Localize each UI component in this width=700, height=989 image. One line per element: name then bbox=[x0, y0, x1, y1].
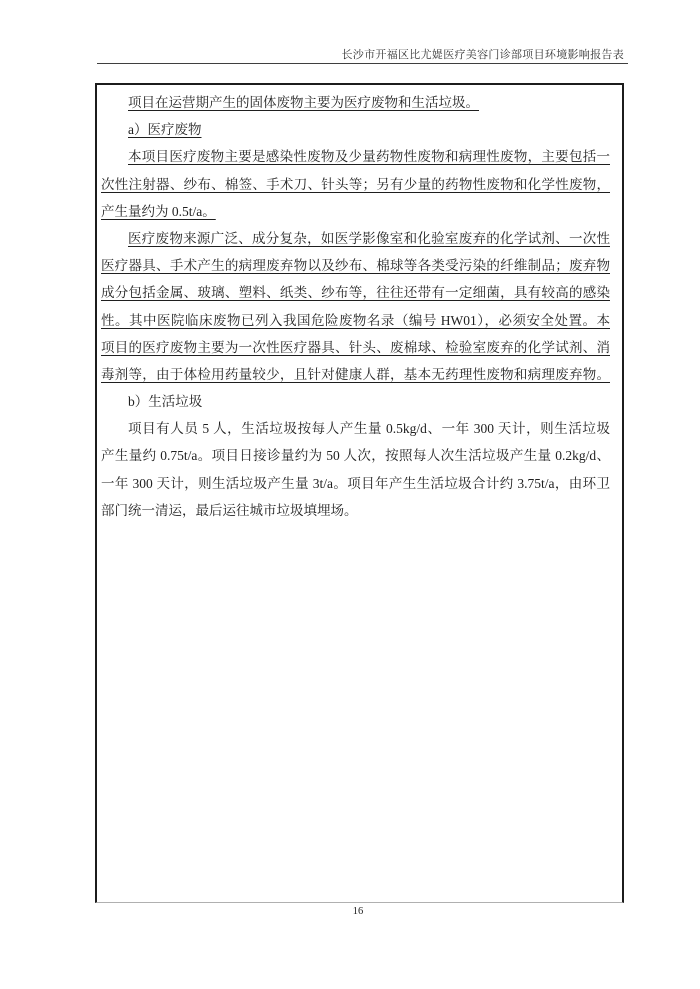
text-line bbox=[101, 89, 610, 116]
text-line-content: 次性注射器、纱布、棉签、手术刀、针头等；另有少量的药物性废物和化学性废物， bbox=[101, 176, 610, 192]
text-line-content: 性。其中医院临床废物已列入我国危险废物名录（编号 HW01），必须安全处置。本 bbox=[101, 312, 610, 328]
text-line bbox=[101, 388, 610, 415]
text-line bbox=[101, 252, 610, 279]
text-line-content: 部门统一清运，最后运往城市垃圾填埋场。 bbox=[101, 502, 358, 518]
text-line bbox=[101, 143, 610, 170]
header-rule bbox=[97, 63, 628, 64]
text-line-content: b）生活垃圾 bbox=[128, 394, 203, 410]
text-line-content: 项目的医疗废物主要为一次性医疗器具、针头、废棉球、检验室废弃的化学试剂、消 bbox=[101, 339, 610, 355]
text-line bbox=[101, 415, 610, 442]
text-line-content: 产生量约 0.75t/a。项目日接诊量约为 50 人次，按照每人次生活垃圾产生量 0.2kg/d、 bbox=[101, 448, 610, 464]
text-line-content: a）医疗废物 bbox=[128, 122, 202, 138]
text-line bbox=[101, 470, 610, 497]
text-line-content: 项目在运营期产生的固体废物主要为医疗废物和生活垃圾。 bbox=[128, 95, 479, 110]
text-line bbox=[101, 198, 610, 225]
text-line-content: 产生量约为 0.5t/a。 bbox=[101, 203, 216, 219]
text-line bbox=[101, 279, 610, 306]
page-number: 16 bbox=[352, 906, 364, 917]
text-line bbox=[101, 497, 610, 524]
text-line-content: 毒剂等，由于体检用药量较少，且针对健康人群，基本无药理性废物和病理废弃物。 bbox=[101, 366, 610, 382]
text-line-content: 项目有人员 5 人，生活垃圾按每人产生量 0.5kg/d、一年 300 天计，则生活垃圾 bbox=[128, 421, 610, 437]
text-line bbox=[101, 307, 610, 334]
text-line-content: 医疗废物来源广泛、成分复杂，如医学影像室和化验室废弃的化学试剂、一次性 bbox=[128, 230, 610, 246]
text-line bbox=[101, 442, 610, 469]
text-line-content: 一年 300 天计，则生活垃圾产生量 3t/a。项目年产生生活垃圾合计约 3.75t/a，由环卫 bbox=[101, 475, 610, 491]
text-line bbox=[101, 361, 610, 388]
text-line bbox=[101, 171, 610, 198]
text-line-content: 医疗器具、手术产生的病理废弃物以及纱布、棉球等各类受污染的纤维制品；废弃物 bbox=[101, 258, 610, 274]
text-line bbox=[101, 334, 610, 361]
page-header-title: 长沙市开福区比尤媞医疗美容门诊部项目环境影响报告表 bbox=[341, 49, 624, 61]
text-line-content: 本项目医疗废物主要是感染性废物及少量药物性废物和病理性废物，主要包括一 bbox=[128, 149, 610, 165]
content-box bbox=[95, 83, 624, 903]
text-block bbox=[97, 85, 622, 524]
text-line-content: 成分包括金属、玻璃、塑料、纸类、纱布等，往往还带有一定细菌，具有较高的感染 bbox=[101, 285, 610, 301]
text-line bbox=[101, 225, 610, 252]
text-line bbox=[101, 116, 610, 143]
